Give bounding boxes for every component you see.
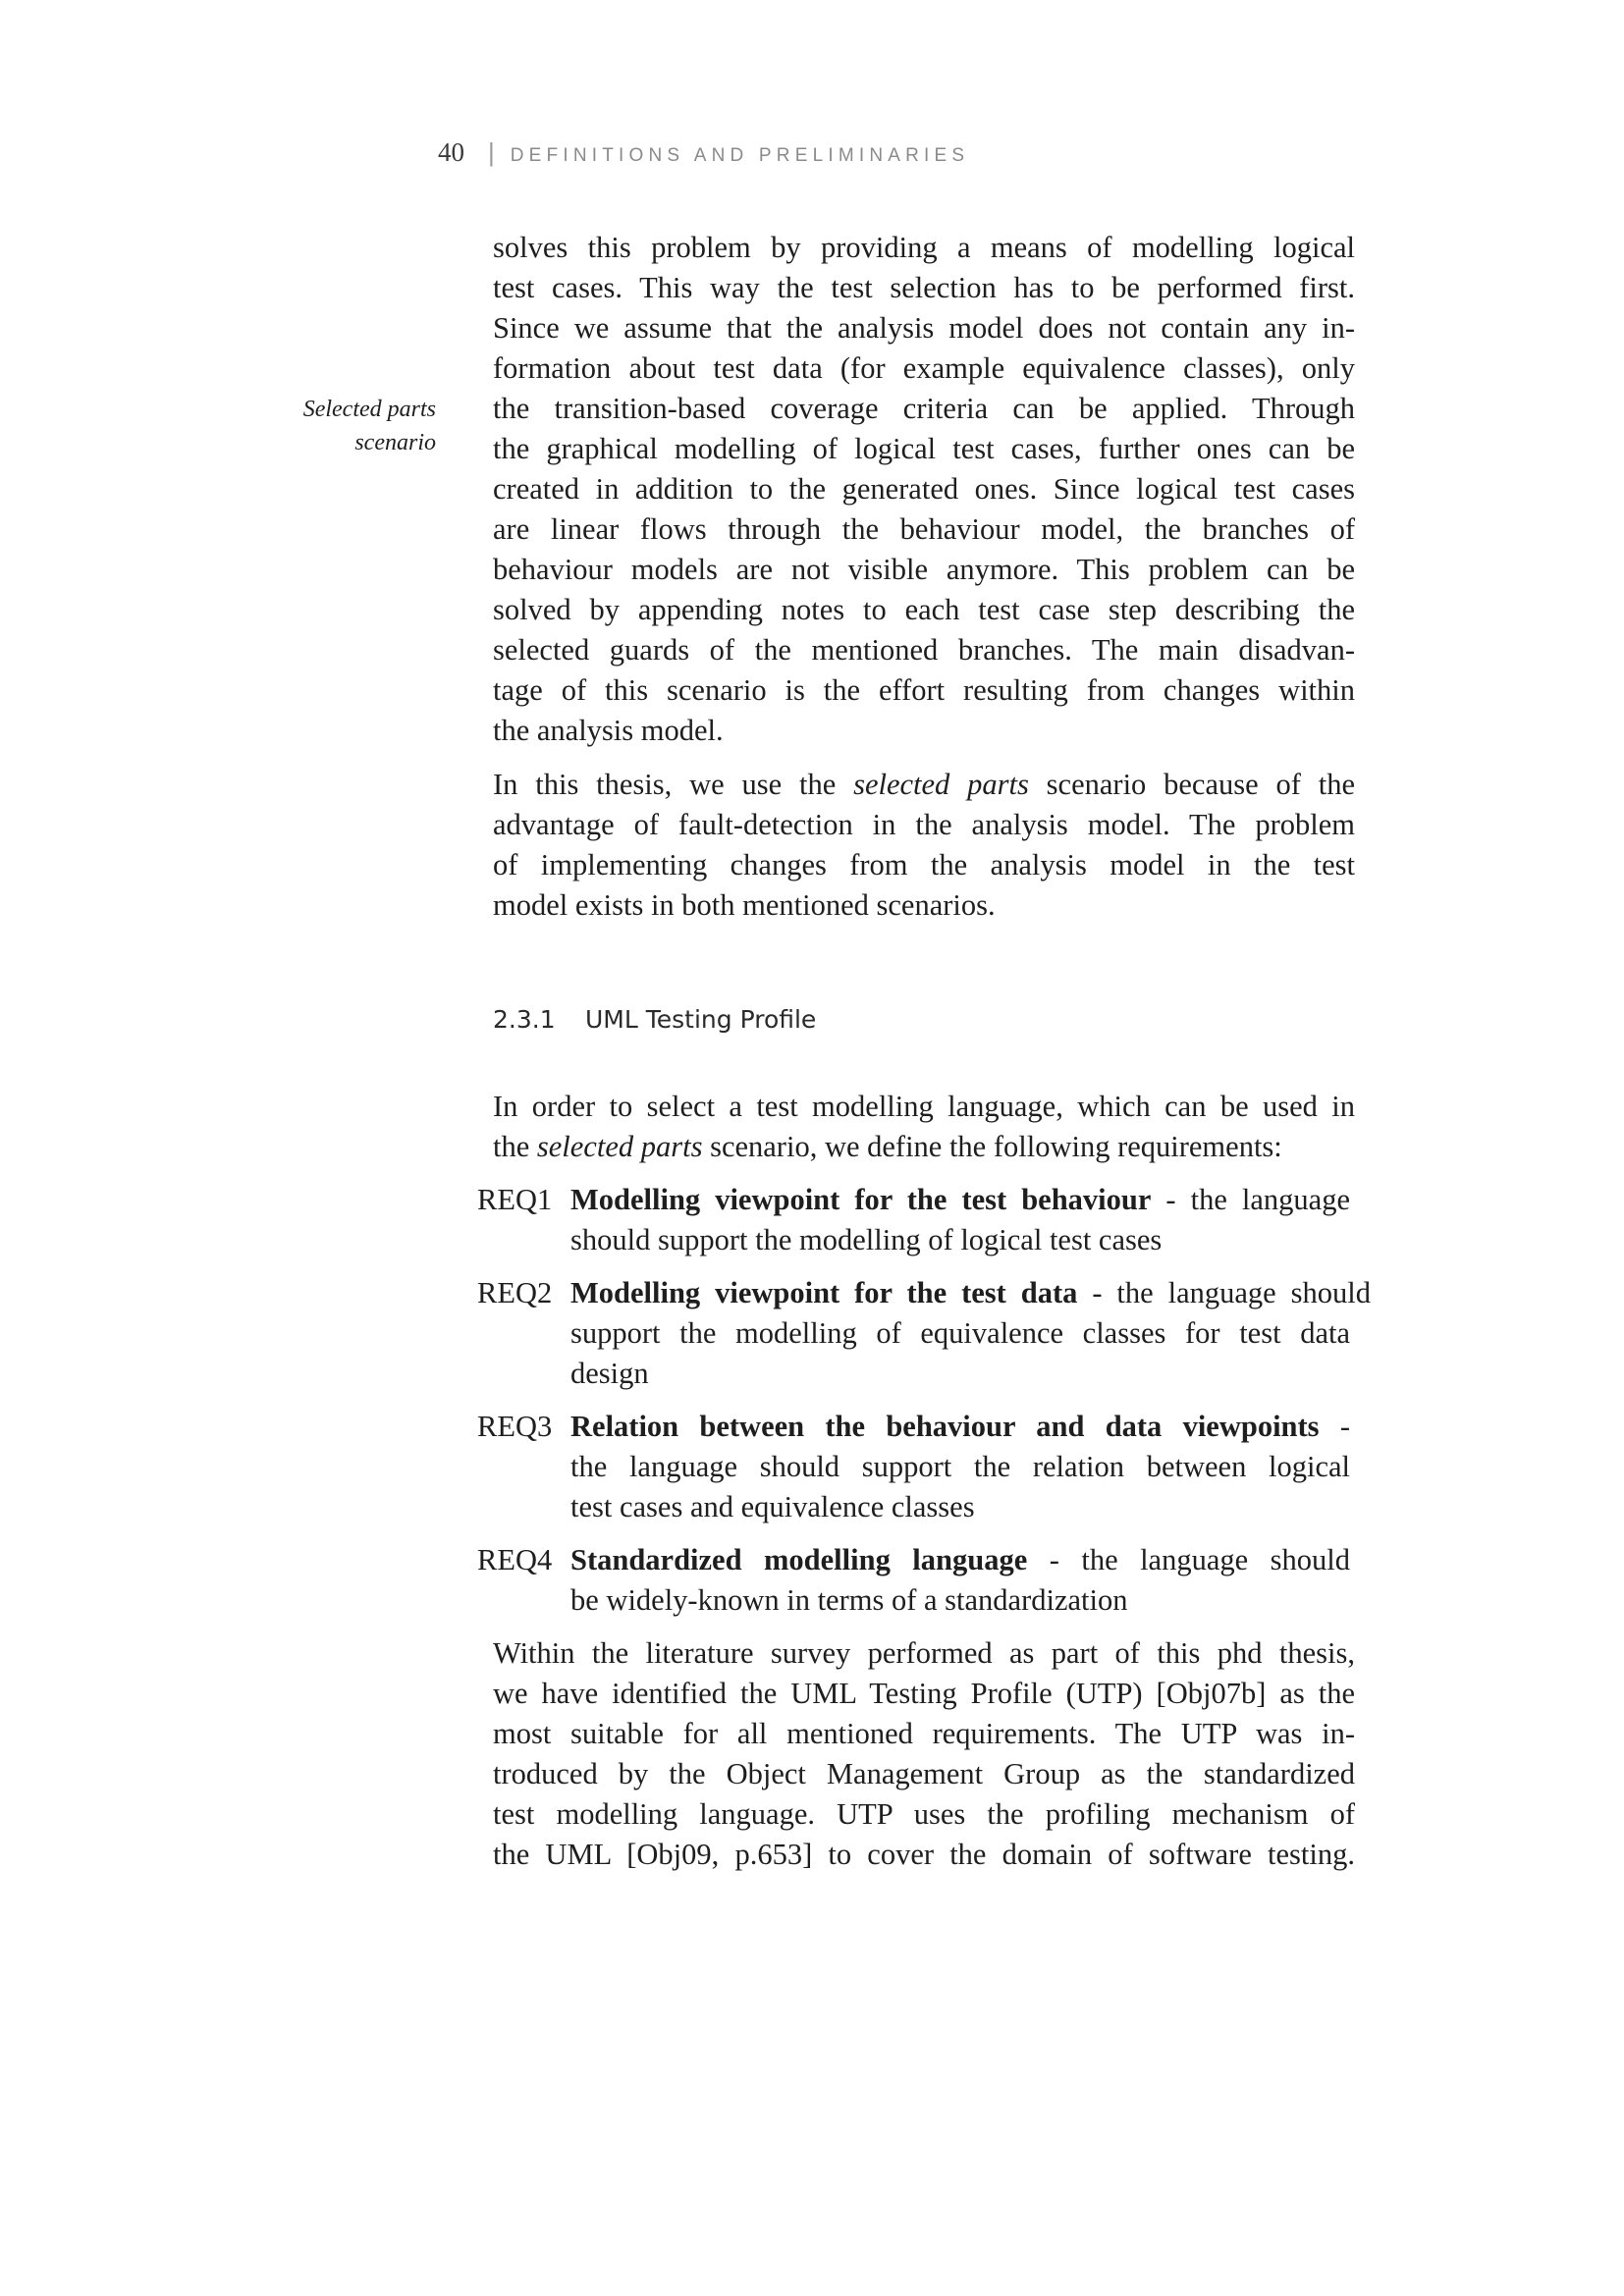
section-number: 2.3.1	[493, 1005, 556, 1034]
text-line: solves this problem by providing a means of modelling logical	[493, 231, 1355, 264]
requirement-title: Modelling viewpoint for the test behaviour	[570, 1183, 1152, 1216]
text-line: of implementing changes from the analysis model in the test	[493, 848, 1355, 881]
requirement-item	[477, 1273, 1371, 1394]
page-number: 40	[438, 137, 464, 167]
requirement-item	[477, 1407, 1371, 1527]
text-line: design	[570, 1357, 649, 1390]
text-line: are linear flows through the behaviour model, the branches of	[493, 512, 1355, 546]
text-line: behaviour models are not visible anymore. This problem can be	[493, 553, 1355, 586]
requirement-title: Modelling viewpoint for the test data	[570, 1276, 1078, 1309]
text-line: test cases and equivalence classes	[570, 1490, 975, 1523]
paragraph-requirements-intro	[493, 1087, 1355, 1167]
text-line: advantage of fault-detection in the analysis model. The problem	[493, 808, 1355, 841]
text-line: troduced by the Object Management Group as the standardized	[493, 1757, 1355, 1790]
margin-note-line: Selected parts	[302, 397, 436, 422]
text-line: formation about test data (for example equivalence classes), only	[493, 351, 1355, 385]
running-header	[438, 137, 969, 177]
emphasis: selected parts	[536, 1130, 703, 1163]
text-line: should support the modelling of logical test cases	[570, 1223, 1163, 1256]
section-heading	[493, 1005, 816, 1034]
text-line: most suitable for all mentioned requirements. The UTP was in-	[493, 1717, 1355, 1750]
margin-note	[265, 393, 436, 459]
requirement-title: Relation between the behaviour and data viewpoints	[570, 1410, 1320, 1443]
paragraph-selected-parts	[493, 228, 1355, 751]
text-line: Modelling viewpoint for the test data - the language should	[570, 1276, 1371, 1309]
text-line: Since we assume that the analysis model does not contain any in-	[493, 311, 1355, 345]
text-line: Standardized modelling language - the language should	[570, 1543, 1350, 1576]
requirement-item	[477, 1540, 1371, 1621]
requirement-title: Standardized modelling language	[570, 1543, 1028, 1576]
emphasis: selected parts	[853, 768, 1029, 801]
text-line: we have identified the UML Testing Profile (UTP) [Obj07b] as the	[493, 1677, 1355, 1710]
text-line: the transition-based coverage criteria can be applied. Through	[493, 392, 1355, 425]
text-line: support the modelling of equivalence classes for test data	[570, 1316, 1350, 1350]
text-line: model exists in both mentioned scenarios.	[493, 888, 996, 922]
text-line: be widely-known in terms of a standardization	[570, 1583, 1128, 1617]
text-line: test modelling language. UTP uses the profiling mechanism of	[493, 1797, 1355, 1831]
text-line: Relation between the behaviour and data viewpoints -	[570, 1410, 1350, 1443]
text-line: created in addition to the generated ones. Since logical test cases	[493, 472, 1355, 506]
text-line: tage of this scenario is the effort resulting from changes within	[493, 673, 1355, 707]
requirements-list	[477, 1180, 1371, 1633]
paragraph-thesis-choice	[493, 765, 1355, 926]
text-line: Modelling viewpoint for the test behaviour - the language	[570, 1183, 1350, 1216]
body-text	[493, 228, 1355, 926]
text-line: In this thesis, we use the selected parts scenario because of the	[493, 768, 1355, 801]
requirement-label: REQ1	[477, 1183, 553, 1216]
text-line: the selected parts scenario, we define the following requirements:	[493, 1130, 1282, 1163]
paragraph-utp	[493, 1633, 1355, 1875]
text-line: In order to select a test modelling language, which can be used in	[493, 1090, 1355, 1123]
requirement-item	[477, 1180, 1371, 1260]
text-line: selected guards of the mentioned branches. The main disadvan-	[493, 633, 1355, 667]
text-line: the language should support the relation between logical	[570, 1450, 1350, 1483]
text-line: solved by appending notes to each test case step describing the	[493, 593, 1355, 626]
requirement-label: REQ3	[477, 1410, 553, 1443]
text-line: Within the literature survey performed as part of this phd thesis,	[493, 1636, 1355, 1670]
text-line: test cases. This way the test selection has to be performed first.	[493, 271, 1355, 304]
margin-note-line: scenario	[354, 430, 436, 455]
header-separator: |	[488, 137, 495, 167]
chapter-title: DEFINITIONS AND PRELIMINARIES	[510, 145, 970, 166]
text-line: the analysis model.	[493, 714, 724, 747]
section-title: UML Testing Profile	[585, 1005, 817, 1034]
text-line: the UML [Obj09, p.653] to cover the domain of software testing.	[493, 1838, 1355, 1871]
requirement-label: REQ2	[477, 1276, 553, 1309]
text-line: the graphical modelling of logical test cases, further ones can be	[493, 432, 1355, 465]
requirement-label: REQ4	[477, 1543, 553, 1576]
